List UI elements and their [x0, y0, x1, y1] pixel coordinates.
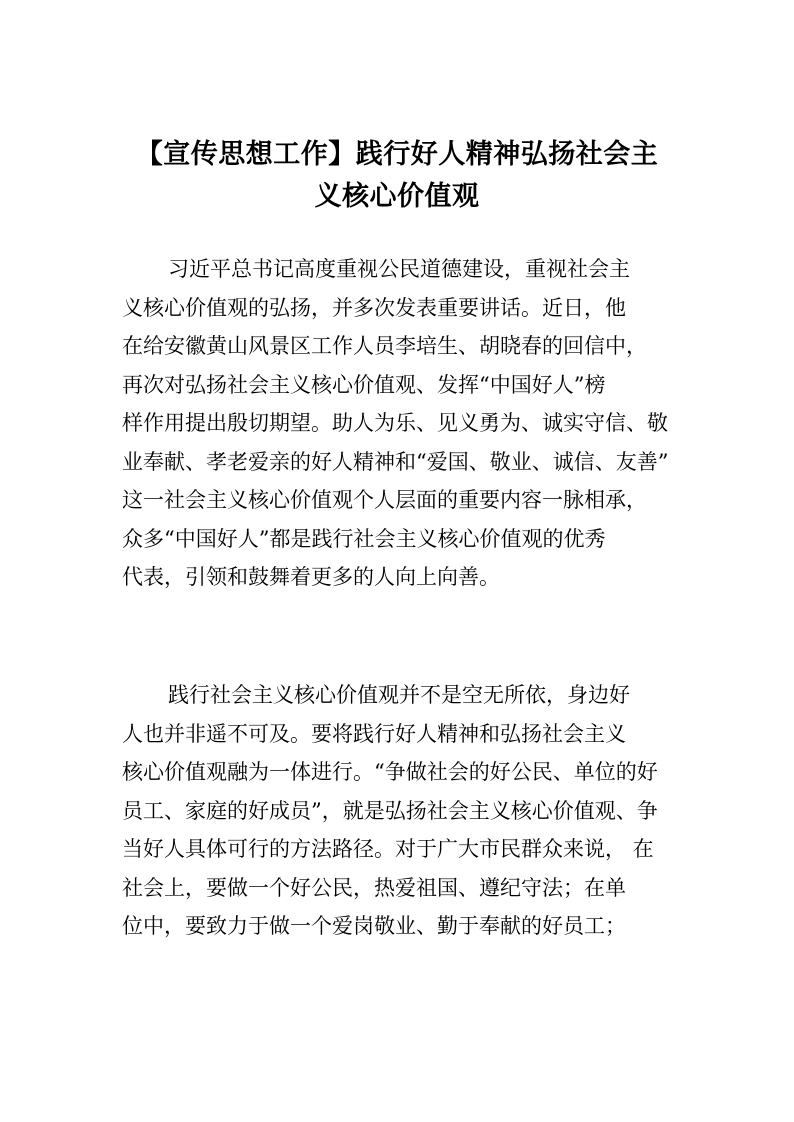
text-line: 位中，要致力于做一个爱岗敬业、勤于奉献的好员工； — [122, 914, 626, 938]
text-line: 在给安徽黄山风景区工作人员李培生、胡晓春的回信中， — [122, 334, 647, 358]
title-line: 【宣传思想工作】践行好人精神弘扬社会主 — [135, 139, 659, 170]
text-line: 员工、家庭的好成员”，就是弘扬社会主义核心价值观、争 — [122, 798, 658, 823]
paragraph-1 — [122, 250, 702, 597]
text-line: 业奉献、孝老爱亲的好人精神和“爱国、敬业、诚信、友善” — [122, 449, 669, 474]
text-line: 众多“中国好人”都是践行社会主义核心价值观的优秀 — [122, 526, 606, 551]
title-line: 义核心价值观 — [314, 181, 480, 212]
text-line: 习近平总书记高度重视公民道德建设，重视社会主 — [168, 257, 630, 281]
text-line: 人也并非遥不可及。要将践行好人精神和弘扬社会主义 — [122, 721, 626, 746]
document-title — [110, 134, 684, 218]
text-line: 代表，引领和鼓舞着更多的人向上向善。 — [122, 565, 500, 589]
text-line: 当好人具体可行的方法路径。对于广大市民群众来说， 在 — [122, 837, 654, 861]
text-line: 再次对弘扬社会主义核心价值观、发挥“中国好人”榜 — [122, 372, 606, 397]
text-line: 核心价值观融为一体进行。“争做社会的好公民、单位的好 — [122, 760, 658, 784]
text-line: 义核心价值观的弘扬，并多次发表重要讲话。近日，他 — [122, 295, 626, 320]
text-line: 样作用提出殷切期望。助人为乐、见义勇为、诚实守信、敬 — [122, 411, 668, 435]
text-line: 这一社会主义核心价值观个人层面的重要内容一脉相承， — [122, 488, 647, 512]
text-line: 社会上，要做一个好公民，热爱祖国、遵纪守法；在单 — [122, 875, 626, 900]
text-line: 践行社会主义核心价值观并不是空无所依，身边好 — [168, 683, 630, 707]
paragraph-2 — [122, 676, 702, 946]
